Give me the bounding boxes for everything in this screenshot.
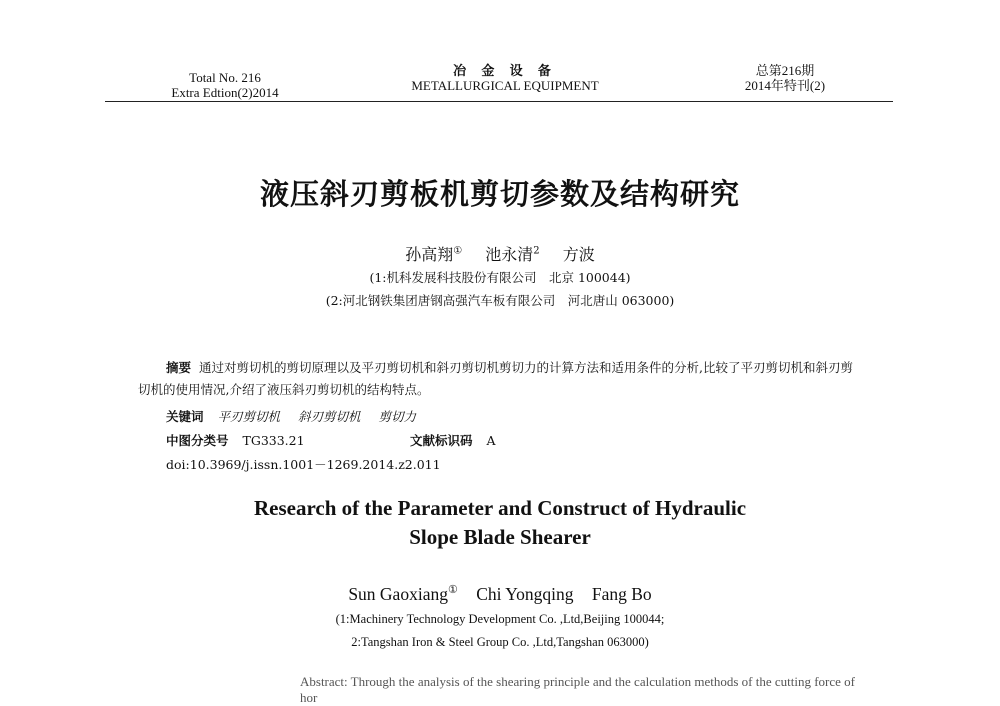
abstract-en-fragment: Abstract: Through the analysis of the shearing principle and the calculation methods of the cutting force of hor	[300, 674, 855, 705]
special-issue-cn: 2014年特刊(2)	[744, 78, 826, 93]
keyword-2: 斜刃剪切机	[298, 409, 361, 424]
keywords-label: 关键词	[166, 409, 204, 424]
author-cn-1: 孙高翔①	[405, 245, 463, 264]
abstract-text: 通过对剪切机的剪切原理以及平刃剪切机和斜刃剪切机剪切力的计算方法和适用条件的分析,比较了平刃剪切机和斜刃剪切机的使用情况,介绍了液压斜刃剪切机的结构特点。	[138, 360, 853, 397]
total-number-cn: 总第216期	[755, 63, 815, 78]
total-number: Total No. 216	[189, 70, 261, 85]
author-en-3: Fang Bo	[591, 583, 652, 604]
document-code	[410, 431, 496, 449]
title-en-line-1: Research of the Parameter and Construct of Hydraulic	[253, 496, 747, 520]
abstract-cn	[138, 357, 862, 401]
affiliation-cn-2: (2:河北钢铁集团唐钢高强汽车板有限公司 河北唐山 063000)	[325, 293, 675, 308]
keywords	[166, 407, 430, 425]
journal-name-cn: 冶 金 设 备	[453, 63, 557, 78]
journal-name	[380, 63, 630, 93]
authors-en	[0, 583, 1000, 605]
document-code-label: 文献标识码	[410, 433, 473, 448]
author-cn-2: 池永清$^2$	[485, 245, 540, 264]
keyword-1: 平刃剪切机	[217, 409, 281, 424]
keyword-3: 剪切力	[378, 409, 417, 424]
authors-cn	[0, 242, 1000, 265]
classification	[166, 431, 305, 449]
abstract-label: 摘要	[166, 360, 192, 375]
document-code-value: A	[486, 433, 496, 448]
journal-issue-info-cn	[700, 63, 870, 93]
journal-name-en: METALLURGICAL EQUIPMENT	[411, 78, 599, 93]
doi: doi:10.3969/j.issn.1001－1269.2014.z2.011	[166, 457, 441, 472]
affiliation-cn-1: (1:机科发展科技股份有限公司 北京 100044)	[369, 270, 631, 285]
affiliation-en-2: 2:Tangshan Iron & Steel Group Co. ,Ltd,Tangshan 063000)	[351, 635, 649, 649]
journal-issue-info	[150, 70, 300, 100]
author-en-2: Chi Yongqing	[476, 583, 574, 604]
title-en-line-2: Slope Blade Shearer	[409, 525, 591, 549]
classification-value: TG333.21	[242, 433, 305, 448]
extra-edition: Extra Edtion(2)2014	[171, 85, 279, 100]
classification-label: 中图分类号	[166, 433, 229, 448]
paper-title-en	[0, 494, 1000, 552]
header-rule	[105, 101, 893, 102]
author-en-1: Sun Gaoxiang①	[348, 583, 458, 604]
paper-title-cn: 液压斜刃剪板机剪切参数及结构研究	[259, 177, 740, 211]
affiliation-en-1: (1:Machinery Technology Development Co. ,Ltd,Beijing 100044;	[335, 612, 665, 626]
author-cn-3: 方波	[562, 245, 595, 264]
